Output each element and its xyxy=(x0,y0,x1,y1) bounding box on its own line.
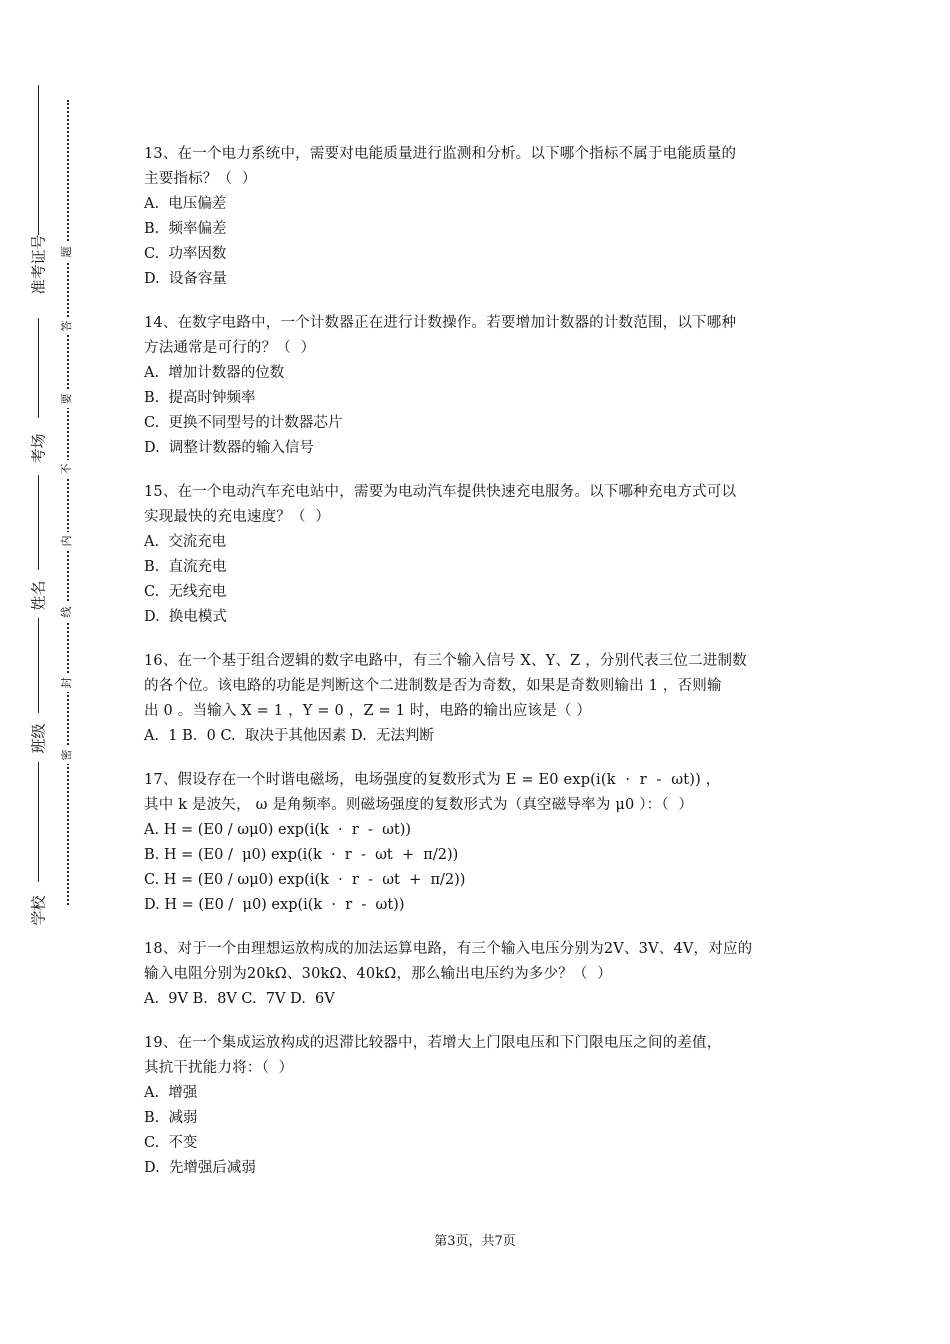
question-stem: 的各个位。该电路的功能是判断这个二进制数是否为奇数，如果是奇数则输出 1 ，否则输 xyxy=(144,678,722,694)
question-stem: 输入电阻分别为20kΩ、30kΩ、40kΩ，那么输出电压约为多少？（ ） xyxy=(144,966,612,982)
binding-label-school: 学校 xyxy=(29,895,48,926)
option-b: B. H = (E0 / μ0) exp(i(k · r - ωt + π/2)) xyxy=(144,847,459,863)
question-18 xyxy=(144,937,814,1012)
question-stem: 实现最快的充电速度？（ ） xyxy=(144,509,331,525)
question-13 xyxy=(144,142,814,292)
option-a: A. 交流充电 xyxy=(144,534,227,550)
option-b: B. 提高时钟频率 xyxy=(144,390,256,406)
question-stem: 出 0 。当输入 X = 1 ，Y = 0 ，Z = 1 时，电路的输出应该是（ ） xyxy=(144,703,592,719)
binding-label-class: 班级 xyxy=(29,723,48,754)
question-stem: 18、对于一个由理想运放构成的加法运算电路，有三个输入电压分别为2V、3V、4V，对应的 xyxy=(144,941,753,957)
seal-char: 密 xyxy=(58,746,76,764)
option-c: C. H = (E0 / ωμ0) exp(i(k · r - ωt + π/2)) xyxy=(144,872,466,888)
option-d: D. 调整计数器的输入信号 xyxy=(144,440,314,456)
option-c: C. 功率因数 xyxy=(144,246,227,262)
question-17 xyxy=(144,768,814,918)
question-stem: 14、在数字电路中，一个计数器正在进行计数操作。若要增加计数器的计数范围，以下哪种 xyxy=(144,315,737,331)
seal-char: 要 xyxy=(58,390,76,408)
seal-char: 封 xyxy=(58,674,76,692)
option-d: D. 设备容量 xyxy=(144,271,227,287)
seal-char: 内 xyxy=(58,532,76,550)
question-stem: 其中 k 是波矢， ω 是角频率。则磁场强度的复数形式为（真空磁导率为 μ0 ）：（ ） xyxy=(144,797,694,813)
question-stem: 17、假设存在一个时谐电磁场，电场强度的复数形式为 E = E0 exp(i(k · r - ωt)) ， xyxy=(144,772,721,788)
option-a: A. 增强 xyxy=(144,1085,198,1101)
page-number: 第3页，共7页 xyxy=(434,1234,516,1249)
binding-line xyxy=(38,762,39,882)
question-stem: 其抗干扰能力将：（ ） xyxy=(144,1060,294,1076)
options-inline: A. 9V B. 8V C. 7V D. 6V xyxy=(144,991,335,1007)
question-19 xyxy=(144,1031,814,1181)
binding-margin xyxy=(0,0,110,1344)
question-list xyxy=(144,142,814,1200)
question-16 xyxy=(144,649,814,749)
seal-char: 答 xyxy=(58,317,76,335)
option-c: C. 更换不同型号的计数器芯片 xyxy=(144,415,343,431)
question-14 xyxy=(144,311,814,461)
question-stem: 13、在一个电力系统中，需要对电能质量进行监测和分析。以下哪个指标不属于电能质量的 xyxy=(144,146,737,162)
binding-label-name: 姓名 xyxy=(29,580,48,611)
seal-dotted-line xyxy=(67,100,69,905)
option-b: B. 减弱 xyxy=(144,1110,198,1126)
option-a: A. 电压偏差 xyxy=(144,196,227,212)
options-inline: A. 1 B. 0 C. 取决于其他因素 D. 无法判断 xyxy=(144,728,434,744)
seal-char: 题 xyxy=(58,243,76,261)
binding-line xyxy=(38,318,39,418)
question-stem: 15、在一个电动汽车充电站中，需要为电动汽车提供快速充电服务。以下哪种充电方式可以 xyxy=(144,484,737,500)
option-b: B. 频率偏差 xyxy=(144,221,227,237)
option-d: D. 先增强后减弱 xyxy=(144,1160,256,1176)
option-c: C. 不变 xyxy=(144,1135,198,1151)
question-stem: 主要指标？（ ） xyxy=(144,171,257,187)
seal-char: 不 xyxy=(58,460,76,478)
option-a: A. 增加计数器的位数 xyxy=(144,365,285,381)
option-d: D. H = (E0 / μ0) exp(i(k · r - ωt)) xyxy=(144,897,405,913)
binding-label-exam-number: 准考证号 xyxy=(29,234,48,295)
option-b: B. 直流充电 xyxy=(144,559,227,575)
binding-line xyxy=(38,618,39,713)
option-d: D. 换电模式 xyxy=(144,609,227,625)
binding-line xyxy=(38,475,39,570)
option-c: C. 无线充电 xyxy=(144,584,227,600)
question-stem: 方法通常是可行的？（ ） xyxy=(144,340,316,356)
question-15 xyxy=(144,480,814,630)
seal-char: 线 xyxy=(58,603,76,621)
question-stem: 16、在一个基于组合逻辑的数字电路中，有三个输入信号 X、Y、Z ，分别代表三位二进制数 xyxy=(144,653,747,669)
binding-label-exam-room: 考场 xyxy=(29,433,48,464)
question-stem: 19、在一个集成运放构成的迟滞比较器中，若增大上门限电压和下门限电压之间的差值， xyxy=(144,1035,722,1051)
binding-line xyxy=(38,85,39,235)
option-a: A. H = (E0 / ωμ0) exp(i(k · r - ωt)) xyxy=(144,822,412,838)
